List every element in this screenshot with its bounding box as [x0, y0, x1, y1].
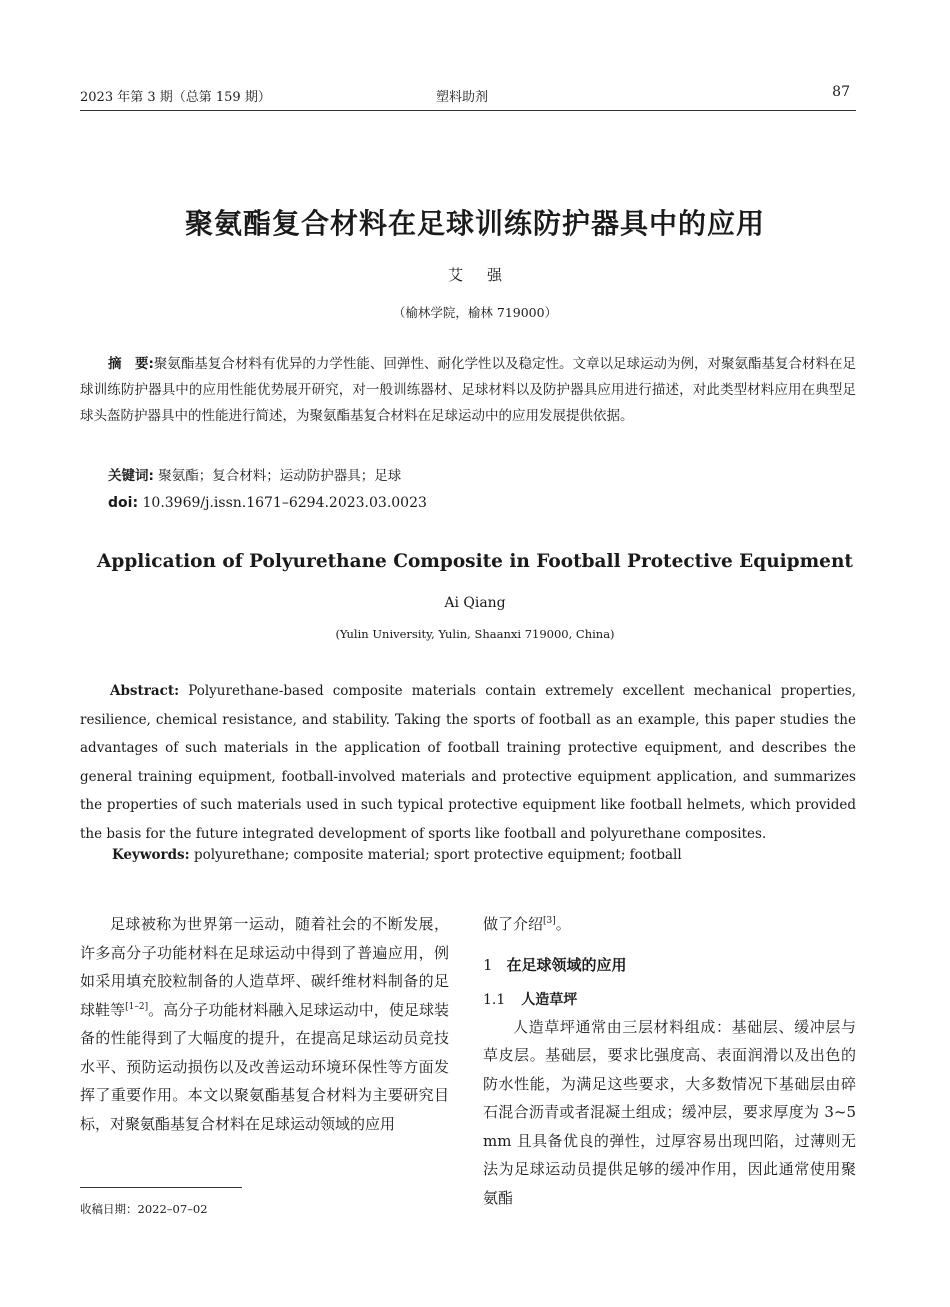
chinese-title: 聚氨酯复合材料在足球训练防护器具中的应用 — [184, 207, 765, 240]
doi-label: doi: — [108, 495, 139, 511]
issue-info: 2023 年第 3 期（总第 159 期） — [80, 90, 271, 105]
english-title: Application of Polyurethane Composite in Football Protective Equipment — [97, 551, 853, 572]
chinese-keywords-label: 关键词: — [108, 468, 154, 484]
intro-end-mark: 。 — [555, 915, 571, 933]
intro-text-a: 足球被称为世界第一运动，随着社会的不断发展，许多高分子功能材料在足球运动中得到了普遍应用，例如采用填充胶粒制备的人造草坪、碳纤维材料制备的足球鞋等 — [80, 915, 449, 1019]
subsection-paragraph: 人造草坪通常由三层材料组成：基础层、缓冲层与草皮层。基础层，要求比强度高、表面润滑以及出色的防水性能，为满足这些要求，大多数情况下基础层由碎石混合沥青或者混凝土组成；缓冲层，要求厚度为 3~5 mm 且具备优良的弹性，过厚容易出现凹陷，过薄则无法为足球运动员提供足够的缓冲作用，因此通常使用聚氨酯 — [483, 1017, 856, 1207]
section-number: 1 — [483, 955, 493, 974]
chinese-abstract — [80, 351, 856, 429]
subsection-heading — [483, 987, 856, 1013]
english-abstract-label: Abstract: — [110, 683, 180, 699]
citation: [1–2] — [125, 1001, 149, 1012]
doi — [108, 495, 427, 511]
subsection-title: 人造草坪 — [521, 991, 578, 1008]
english-keywords — [112, 847, 682, 863]
chinese-keywords — [108, 464, 401, 484]
chinese-author: 艾强 — [447, 266, 526, 284]
chinese-keywords-text: 聚氨酯；复合材料；运动防护器具；足球 — [158, 468, 402, 484]
citation: [3] — [543, 916, 556, 926]
english-keywords-label: Keywords: — [112, 847, 190, 863]
english-author: Ai Qiang — [444, 595, 506, 611]
english-affiliation: (Yulin University, Yulin, Shaanxi 719000, China) — [335, 627, 615, 641]
chinese-abstract-label: 摘 要: — [108, 356, 154, 372]
subsection-number: 1.1 — [483, 991, 506, 1008]
body-right-column — [483, 910, 856, 1212]
chinese-affiliation: （榆林学院，榆林 719000） — [392, 305, 558, 320]
received-date-footnote: 收稿日期：2022–07–02 — [80, 1202, 208, 1216]
english-keywords-text: polyurethane; composite material; sport protective equipment; football — [193, 847, 682, 863]
doi-value: 10.3969/j.issn.1671–6294.2023.03.0023 — [142, 495, 427, 511]
footnote-divider — [80, 1187, 242, 1188]
section-title: 在足球领域的应用 — [506, 955, 627, 974]
english-abstract — [80, 677, 856, 848]
intro-text-b: 。高分子功能材料融入足球运动中，使足球装备的性能得到了大幅度的提升，在提高足球运动员竞技水平、预防运动损伤以及改善运动环境环保性等方面发挥了重要作用。本文以聚氨酯基复合材料为主要研究目标，对聚氨酯基复合材料在足球运动领域的应用 — [80, 1000, 449, 1133]
journal-name: 塑料助剂 — [436, 90, 489, 105]
running-header — [80, 82, 856, 111]
section-heading — [483, 951, 856, 979]
intro-continuation — [483, 910, 856, 939]
chinese-abstract-text: 聚氨酯基复合材料有优异的力学性能、回弹性、耐化学性以及稳定性。文章以足球运动为例，对聚氨酯基复合材料在足球训练防护器具中的应用性能优势展开研究，对一般训练器材、足球材料以及防护器具应用进行描述，对此类型材料应用在典型足球头盔防护器具中的性能进行简述，为聚氨酯基复合材料在足球运动中的应用发展提供依据。 — [80, 356, 856, 424]
body-left-column — [80, 910, 449, 1138]
page-number: 87 — [832, 84, 850, 100]
intro-continuation-text: 做了介绍 — [483, 915, 544, 933]
english-abstract-text: Polyurethane-based composite materials contain extremely excellent mechanical properties, resilience, chemical resistance, and stability. Taking the sports of football as an example, this paper studies the advantages of such materials in the application of football training protective equipment, and describes the general training equipment, football-involved materials and protective equipment application, and summarizes the properties of such materials used in such typical protective equipment like football helmets, which provided the basis for the future integrated development of sports like football and polyurethane composites. — [80, 683, 857, 842]
